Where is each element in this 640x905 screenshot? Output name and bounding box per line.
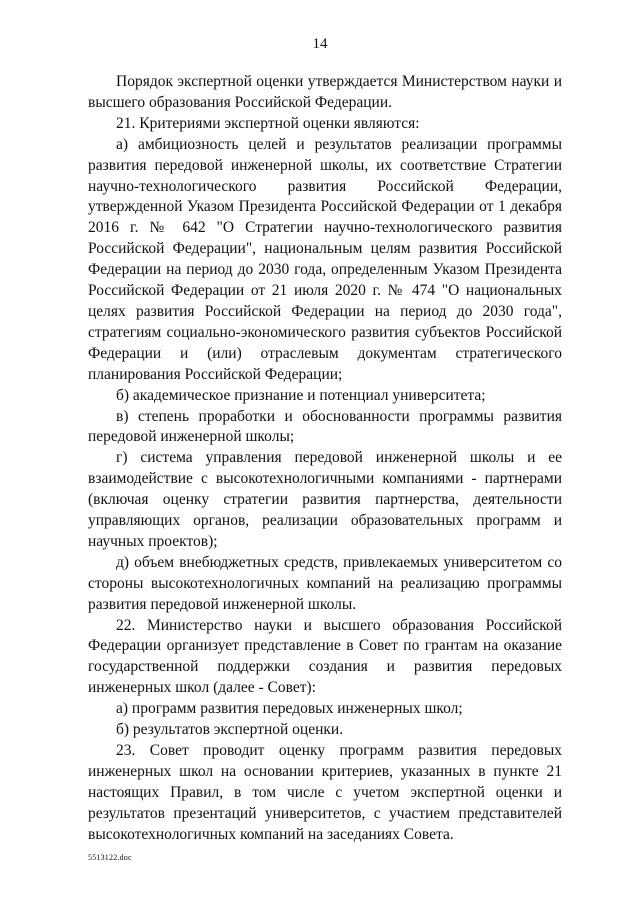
file-reference: 5513122.doc bbox=[88, 853, 132, 862]
document-body bbox=[88, 72, 562, 846]
page-number: 14 bbox=[312, 36, 328, 52]
paragraph-21: 21. Критериями экспертной оценки являются: bbox=[116, 114, 420, 132]
paragraph-22-b: б) результатов экспертной оценки. bbox=[116, 721, 344, 739]
paragraph-22-a: а) программ развития передовых инженерных школ; bbox=[116, 700, 463, 718]
paragraph-procedure: Порядок экспертной оценки утверждается Министерством науки и высшего образования Российской Федерации. bbox=[88, 73, 562, 111]
paragraph-22: 22. Министерство науки и высшего образования Российской Федерации организует представление в Совет по грантам на оказание государственной поддержки создания и развития передовых инженерных школ (далее - Совет): bbox=[88, 616, 562, 697]
paragraph-21-g: г) система управления передовой инженерной школы и ее взаимодействие с высокотехнологичными компаниями - партнерами (включая оценку стратегии развития партнерства, деятельности управляющих органов, реализации образовательных программ и научных проектов); bbox=[88, 449, 562, 550]
paragraph-21-a: а) амбициозность целей и результатов реализации программы развития передовой инженерной школы, их соответствие Стратегии научно-технологического развития Российской Федерации, утвержденной Указом Президента Российской Федерации от 1 декабря 2016 г. № 642 "О Стратегии научно-технологического развития Российской Федерации", национальным целям развития Российской Федерации на период до 2030 года, определенным Указом Президента Российской Федерации от 21 июля 2020 г. № 474 "О национальных целях развития Российской Федерации на период до 2030 года", стратегиям социально-экономического развития субъектов Российской Федерации и (или) отраслевым документам стратегического планирования Российской Федерации; bbox=[88, 135, 562, 383]
paragraph-21-d: д) объем внебюджетных средств, привлекаемых университетом со стороны высокотехнологичных компаний на реализацию программы развития передовой инженерной школы. bbox=[88, 553, 562, 613]
paragraph-21-v: в) степень проработки и обоснованности программы развития передовой инженерной школы; bbox=[88, 407, 562, 446]
paragraph-21-b: б) академическое признание и потенциал университета; bbox=[116, 386, 486, 404]
paragraph-23: 23. Совет проводит оценку программ развития передовых инженерных школ на основании критериев, указанных в пункте 21 настоящих Правил, в том числе с учетом экспертной оценки и результатов презентаций университетов, с участием представителей высокотехнологичных компаний на заседаниях Совета. bbox=[88, 742, 562, 843]
